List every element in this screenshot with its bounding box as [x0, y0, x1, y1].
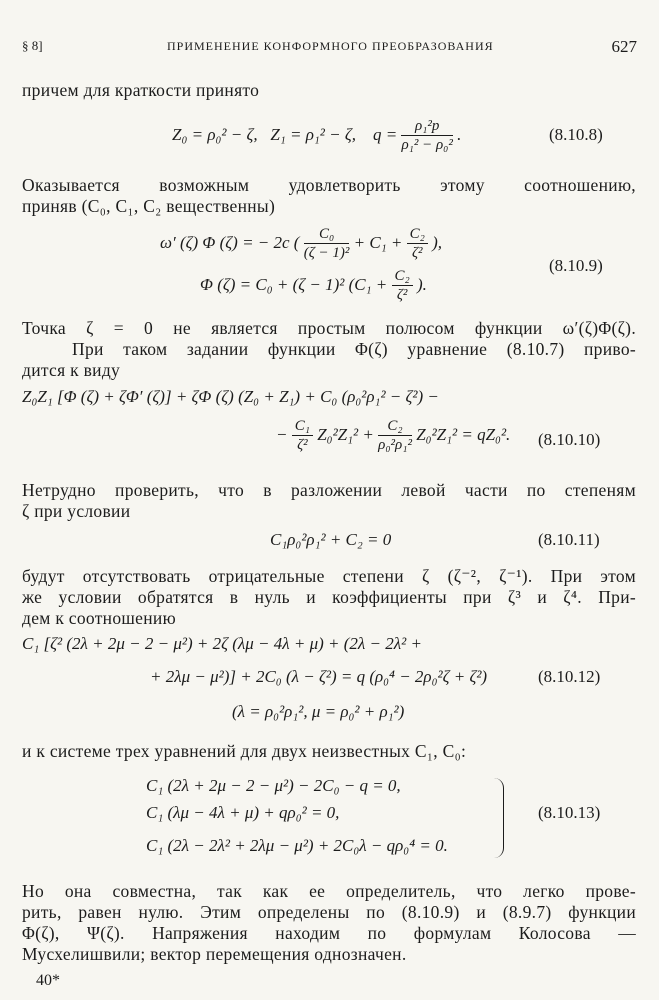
equation-8-10-12-line2: + 2λμ − μ²)] + 2C₀ (λ − ζ²) = q (ρ₀⁴ − 2ρ₀²ζ + ζ²) [150, 667, 488, 686]
para4-line2: же условии обратятся в нуль и коэффициенты при ζ³ и ζ⁴. При- [22, 587, 636, 607]
equation-number-8-10-10: (8.10.10) [538, 430, 601, 449]
z1-definition: Z₁ = ρ₁² − ζ, [270, 124, 356, 144]
eq10-line2-end: Z₀²Z₁² = qZ₀². [416, 424, 511, 444]
eq9-line1-end: ), [432, 232, 443, 252]
equation-8-10-13-line3: C₁ (2λ − 2λ² + 2λμ − μ²) + 2C₀λ − qρ₀⁴ = 0. [146, 836, 448, 855]
eq10-f2-denominator: ρ₀²ρ₁² [378, 437, 412, 453]
eq9-line1-middle: + C₁ + [353, 232, 403, 252]
equation-8-10-9-line2 [200, 268, 427, 304]
equation-number-8-10-9: (8.10.9) [549, 256, 603, 275]
equation-8-10-9-line1 [160, 226, 442, 262]
intro-text: причем для краткости принято [22, 80, 260, 100]
para5: и к системе трех уравнений для двух неизвестных C₁, C₀: [22, 741, 467, 761]
para6-line3: Φ(ζ), Ψ(ζ). Напряжения находим по формулам Колосова — [22, 923, 636, 943]
q-tail: . [457, 124, 462, 144]
eq10-fraction-1 [292, 418, 313, 454]
eq9-fraction-3 [392, 268, 413, 304]
para2-line3: дится к виду [22, 360, 121, 380]
eq9-f2-numerator: C₂ [407, 226, 428, 244]
para6-line4: Мусхелишвили; вектор перемещения однозначен. [22, 944, 407, 964]
eq9-line2-end: ). [416, 274, 427, 294]
para6-line2: рить, равен нулю. Этим определены по (8.10.9) и (8.9.7) функции [22, 902, 636, 922]
equation-8-10-10-line2 [276, 418, 510, 454]
equation-8-10-12-line3: (λ = ρ₀²ρ₁², μ = ρ₀² + ρ₁²) [232, 702, 405, 721]
para4-line1: будут отсутствовать отрицательные степени ζ (ζ⁻², ζ⁻¹). При этом [22, 566, 636, 586]
equation-8-10-13-line2: C₁ (λμ − 4λ + μ) + qρ₀² = 0, [146, 803, 340, 822]
signature-mark: 40* [36, 972, 60, 989]
para3-line1: Нетрудно проверить, что в разложении левой части по степеням [22, 480, 636, 500]
q-fraction [401, 118, 452, 154]
para4-line3: дем к соотношению [22, 608, 176, 628]
equation-number-8-10-11: (8.10.11) [538, 530, 600, 549]
equation-number-8-10-13: (8.10.13) [538, 803, 601, 822]
eq9-line2-start: Φ (ζ) = C₀ + (ζ − 1)² (C₁ + [200, 274, 388, 294]
equation-8-10-10-line1: Z₀Z₁ [Φ (ζ) + ζΦ′ (ζ)] + ζΦ (ζ) (Z₀ + Z₁) + C₀ (ρ₀²ρ₁² − ζ²) − [22, 387, 439, 406]
para6-line1: Но она совместна, так как ее определитель, что легко прове- [22, 881, 636, 901]
q-denominator: ρ₁² − ρ₀² [401, 137, 453, 153]
equation-number-8-10-12: (8.10.12) [538, 667, 601, 686]
para1-line2: приняв (C₀, C₁, C₂ вещественны) [22, 196, 276, 216]
eq9-fraction-1 [304, 226, 350, 262]
para3-line2: ζ при условии [22, 501, 131, 521]
eq10-f2-numerator: C₂ [378, 418, 412, 436]
eq9-f1-numerator: C₀ [304, 226, 350, 244]
running-header [22, 38, 637, 58]
eq10-minus: − [276, 424, 288, 444]
z0-definition: Z₀ = ρ₀² − ζ, [172, 124, 258, 144]
page-number: 627 [611, 37, 637, 56]
eq9-f1-denominator: (ζ − 1)² [303, 245, 350, 261]
q-lhs: q = [372, 124, 398, 144]
system-brace [493, 778, 504, 858]
running-title: ПРИМЕНЕНИЕ КОНФОРМНОГО ПРЕОБРАЗОВАНИЯ [167, 39, 494, 53]
para1-line1: Оказывается возможным удовлетворить этому соотношению, [22, 175, 636, 195]
eq10-f1-denominator: ζ² [297, 437, 308, 453]
section-mark: § 8] [22, 38, 43, 53]
eq10-fraction-2 [378, 418, 412, 454]
eq9-f3-denominator: ζ² [396, 287, 408, 303]
para2-line2: При таком задании функции Φ(ζ) уравнение (8.10.7) приво- [72, 339, 636, 359]
eq10-f1-numerator: C₁ [292, 418, 313, 436]
equation-8-10-12-line1: C₁ [ζ² (2λ + 2μ − 2 − μ²) + 2ζ (λμ − 4λ + μ) + (2λ − 2λ² + [22, 634, 422, 653]
eq9-line1-start: ω′ (ζ) Φ (ζ) = − 2c ( [160, 232, 300, 252]
eq9-f2-denominator: ζ² [411, 245, 423, 261]
para2-line1: Точка ζ = 0 не является простым полюсом функции ω′(ζ)Φ(ζ). [22, 318, 636, 338]
eq9-f3-numerator: C₂ [392, 268, 413, 286]
eq10-line2-middle: Z₀²Z₁² + [317, 424, 374, 444]
eq9-fraction-2 [407, 226, 428, 262]
equation-8-10-11: C₁ρ₀²ρ₁² + C₂ = 0 [270, 530, 392, 549]
equation-8-10-8 [172, 118, 461, 154]
equation-8-10-13-line1: C₁ (2λ + 2μ − 2 − μ²) − 2C₀ − q = 0, [146, 776, 401, 795]
equation-number-8-10-8: (8.10.8) [549, 125, 603, 144]
q-numerator: ρ₁²p [401, 118, 452, 136]
